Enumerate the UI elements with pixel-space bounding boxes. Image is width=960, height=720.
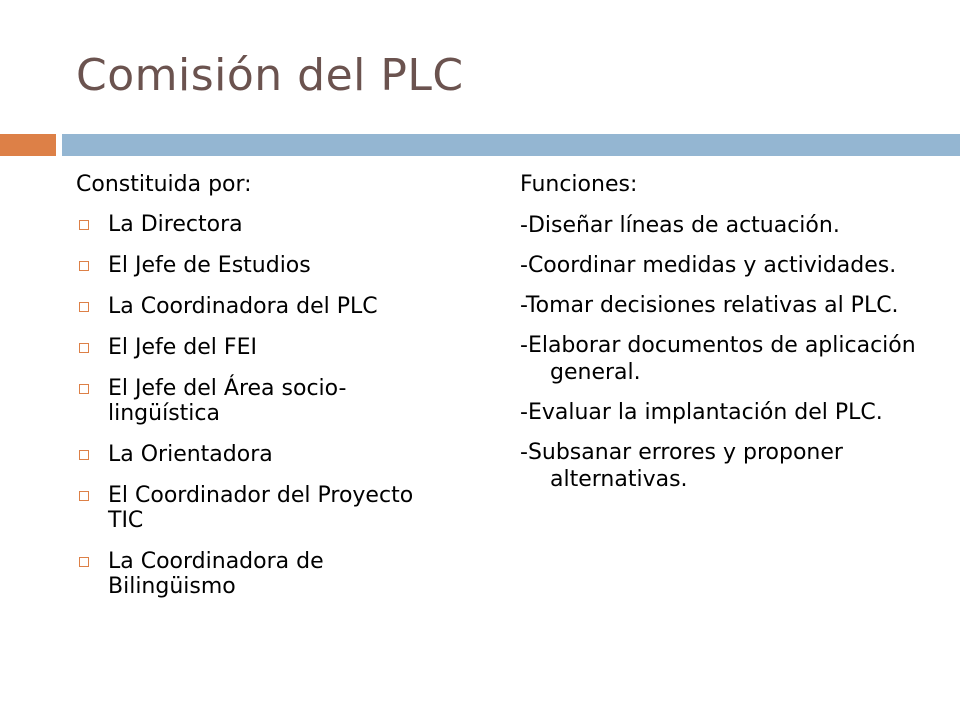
hollow-square-icon — [79, 491, 89, 501]
list-item-label: La Coordinadora del PLC — [108, 294, 378, 319]
hollow-square-icon — [79, 343, 89, 353]
members-column — [76, 170, 436, 615]
list-item — [76, 483, 436, 533]
list-item-label: El Jefe del Área socio-lingüística — [108, 376, 347, 426]
members-heading: Constituida por: — [76, 172, 252, 197]
function-item: -Coordinar medidas y actividades. — [520, 253, 897, 278]
function-item: -Subsanar errores y proponer alternativas. — [520, 440, 843, 492]
list-item-label: El Coordinador del Proyecto TIC — [108, 483, 414, 533]
slide-title: Comisión del PLC — [76, 50, 464, 101]
members-list — [76, 212, 436, 599]
list-item — [76, 253, 436, 278]
list-item-label: La Directora — [108, 212, 243, 237]
hollow-square-icon — [79, 261, 89, 271]
functions-list — [520, 212, 930, 493]
function-item: -Tomar decisiones relativas al PLC. — [520, 293, 899, 318]
title-accent-bar-orange — [0, 134, 56, 156]
hollow-square-icon — [79, 302, 89, 312]
list-item — [76, 294, 436, 319]
list-item-label: La Orientadora — [108, 442, 273, 467]
function-item: -Elaborar documentos de aplicación general. — [520, 333, 916, 385]
hollow-square-icon — [79, 220, 89, 230]
list-item — [76, 376, 436, 426]
functions-column — [520, 170, 930, 506]
list-item-label: El Jefe del FEI — [108, 335, 257, 360]
hollow-square-icon — [79, 450, 89, 460]
list-item — [76, 212, 436, 237]
title-accent-bar-blue — [62, 134, 960, 156]
hollow-square-icon — [79, 557, 89, 567]
list-item — [76, 335, 436, 360]
function-item: -Diseñar líneas de actuación. — [520, 213, 840, 238]
functions-heading: Funciones: — [520, 172, 638, 197]
hollow-square-icon — [79, 384, 89, 394]
list-item — [76, 442, 436, 467]
list-item-label: El Jefe de Estudios — [108, 253, 311, 278]
list-item-label: La Coordinadora de Bilingüismo — [108, 549, 324, 599]
list-item — [76, 549, 436, 599]
function-item: -Evaluar la implantación del PLC. — [520, 400, 883, 425]
